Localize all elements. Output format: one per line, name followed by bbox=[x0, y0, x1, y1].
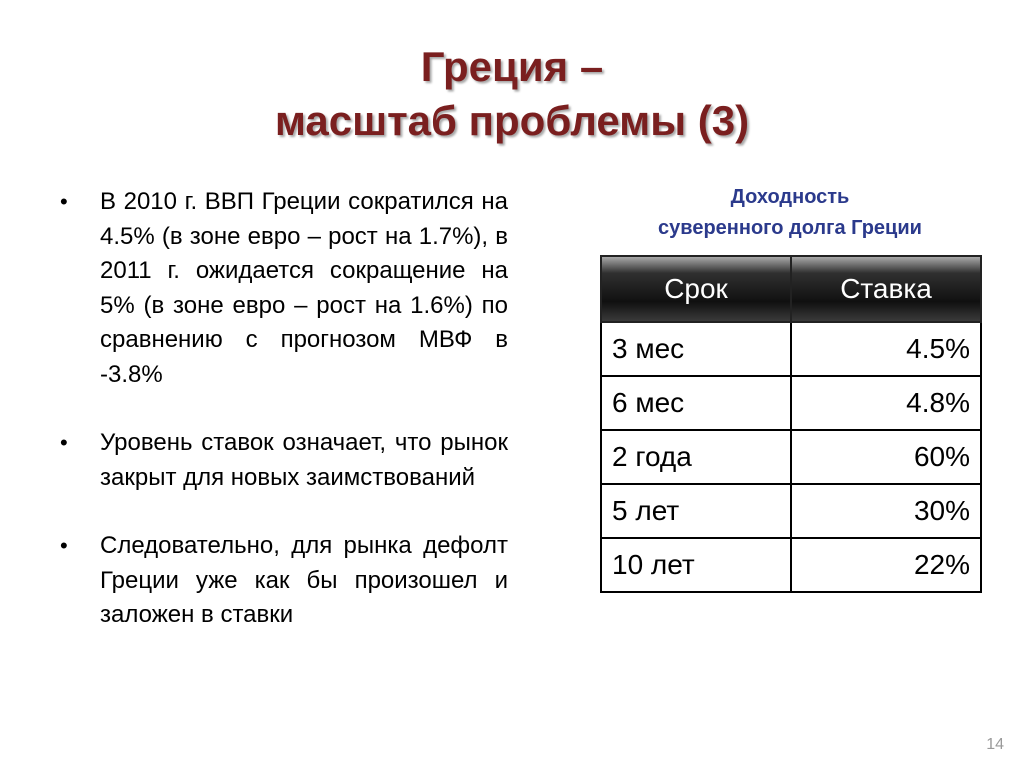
bullet-text: В 2010 г. ВВП Греции сократился на 4.5% (в зоне евро – рост на 1.7%), в 2011 г. ожидается сокращение на 5% (в зоне евро – рост на 1.6%) по сравнению с прогнозом МВФ в -3.8% bbox=[100, 188, 508, 388]
bullet-item bbox=[60, 426, 508, 495]
cell-rate: 30% bbox=[791, 484, 981, 538]
cell-rate: 4.5% bbox=[791, 322, 981, 376]
header-rate: Ставка bbox=[791, 256, 981, 322]
slide-title-line-1: Греция – bbox=[420, 43, 604, 90]
cell-term: 3 мес bbox=[601, 322, 791, 376]
bullet-icon: • bbox=[60, 533, 68, 558]
cell-rate: 4.8% bbox=[791, 376, 981, 430]
slide-title-line-2: масштаб проблемы (3) bbox=[274, 97, 750, 144]
bullet-item bbox=[60, 529, 508, 633]
table-caption bbox=[600, 182, 980, 244]
bullet-text: Уровень ставок означает, что рынок закрыт для новых заимствований bbox=[100, 429, 508, 491]
cell-term: 10 лет bbox=[601, 538, 791, 592]
table-header-row bbox=[601, 256, 981, 322]
table-row bbox=[601, 538, 981, 592]
page-number: 14 bbox=[986, 736, 1004, 753]
table-caption-line-1: Доходность bbox=[730, 186, 850, 208]
cell-term: 6 мес bbox=[601, 376, 791, 430]
table-row bbox=[601, 484, 981, 538]
bullet-text: Следовательно, для рынка дефолт Греции уже как бы произошел и заложен в ставки bbox=[100, 532, 508, 628]
cell-term: 2 года bbox=[601, 430, 791, 484]
bullet-item bbox=[60, 185, 508, 392]
table-row bbox=[601, 430, 981, 484]
cell-rate: 22% bbox=[791, 538, 981, 592]
table-row bbox=[601, 376, 981, 430]
table-row bbox=[601, 322, 981, 376]
slide-title bbox=[0, 40, 1024, 148]
bullet-icon: • bbox=[60, 430, 68, 455]
header-term: Срок bbox=[601, 256, 791, 322]
yield-table bbox=[600, 255, 982, 593]
bullet-icon: • bbox=[60, 189, 68, 214]
table-caption-line-2: суверенного долга Греции bbox=[658, 217, 922, 239]
bullet-list bbox=[60, 185, 508, 667]
cell-rate: 60% bbox=[791, 430, 981, 484]
cell-term: 5 лет bbox=[601, 484, 791, 538]
